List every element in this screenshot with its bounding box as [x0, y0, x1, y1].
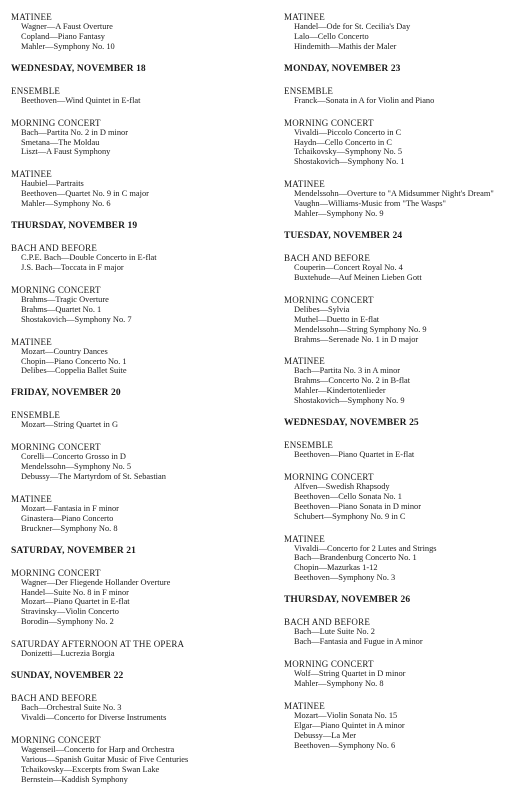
- program-section: [11, 568, 256, 628]
- day-heading: SATURDAY, NOVEMBER 21: [11, 545, 137, 556]
- program-item: Smetana—The Moldau: [21, 137, 100, 147]
- program-item: Wagner—Der Fliegende Hollander Overture: [21, 577, 171, 587]
- program-item: Mozart—String Quartet in G: [21, 420, 118, 430]
- section-title: MORNING CONCERT: [284, 117, 374, 128]
- program-item: Mahler—Kindertotenlieder: [294, 386, 386, 396]
- day-heading: MONDAY, NOVEMBER 23: [284, 63, 401, 74]
- program-section: [11, 337, 256, 377]
- section-title: BACH AND BEFORE: [284, 252, 371, 263]
- section-title: MATINEE: [284, 700, 325, 711]
- program-item: Mozart—Fantasia in F minor: [21, 503, 119, 513]
- program-section: [284, 617, 512, 647]
- program-item: Ginastera—Piano Concerto: [21, 513, 114, 523]
- program-section: [11, 285, 256, 325]
- program-item: Alfven—Swedish Rhapsody: [294, 481, 390, 491]
- section-title: MATINEE: [284, 179, 325, 190]
- program-item: Vivaldi—Concerto for Diverse Instruments: [21, 713, 167, 722]
- program-item: Delibes—Sylvia: [294, 304, 350, 314]
- program-item: Mozart—Country Dances: [21, 346, 108, 356]
- section-title: ENSEMBLE: [11, 85, 61, 96]
- program-item: Bach—Partita No. 3 in A minor: [294, 366, 401, 376]
- program-item: Mahler—Symphony No. 8: [294, 678, 384, 688]
- program-item: Bach—Brandenburg Concerto No. 1: [294, 553, 417, 563]
- program-item: Mahler—Symphony No. 10: [21, 41, 115, 51]
- program-section: [11, 243, 256, 273]
- section-title: BACH AND BEFORE: [11, 693, 98, 704]
- program-item: Donizetti—Lucrezia Borgia: [21, 649, 115, 659]
- program-item: Brahms—Quartet No. 1: [21, 304, 102, 314]
- section-title: BACH AND BEFORE: [284, 617, 371, 628]
- program-item: Beethoven—Symphony No. 6: [294, 740, 396, 750]
- program-section: [284, 659, 512, 689]
- program-item: Buxtehude—Auf Meinen Lieben Gott: [294, 272, 422, 282]
- day-heading: WEDNESDAY, NOVEMBER 25: [284, 418, 419, 429]
- section-title: ENSEMBLE: [11, 410, 61, 421]
- program-item: Beethoven—Piano Sonata in D minor: [294, 501, 422, 511]
- program-item: Beethoven—Cello Sonata No. 1: [294, 491, 402, 501]
- program-item: Borodin—Symphony No. 2: [21, 617, 114, 627]
- day-heading: WEDNESDAY, NOVEMBER 18: [11, 63, 146, 74]
- program-item: J.S. Bach—Toccata in F major: [21, 262, 124, 272]
- program-item: Beethoven—Piano Quartet in E-flat: [294, 450, 415, 460]
- section-title: SATURDAY AFTERNOON AT THE OPERA: [11, 639, 185, 650]
- program-item: Mahler—Symphony No. 6: [21, 199, 111, 209]
- program-item: Corelli—Concerto Grosso in D: [21, 452, 126, 462]
- program-item: Bach—Fantasia and Fugue in A minor: [294, 637, 423, 647]
- program-section: [11, 118, 256, 158]
- day-heading: THURSDAY, NOVEMBER 26: [284, 595, 411, 606]
- program-section: [284, 356, 512, 406]
- program-section: [284, 12, 512, 52]
- program-section: [284, 86, 512, 106]
- day-heading: SUNDAY, NOVEMBER 22: [11, 671, 124, 682]
- section-title: MORNING CONCERT: [284, 471, 374, 482]
- program-section: [284, 253, 512, 283]
- program-item: Franck—Sonata in A for Violin and Piano: [294, 95, 435, 105]
- left-column: [11, 12, 256, 797]
- program-item: Wolf—String Quartet in D minor: [294, 669, 406, 678]
- section-title: MATINEE: [11, 336, 52, 347]
- program-section: [11, 735, 256, 785]
- program-section: [284, 472, 512, 522]
- section-title: MORNING CONCERT: [284, 294, 374, 305]
- program-section: [284, 701, 512, 751]
- section-title: MATINEE: [284, 356, 325, 367]
- program-item: Chopin—Mazurkas 1-12: [294, 563, 378, 573]
- program-section: [11, 494, 256, 534]
- day-heading: TUESDAY, NOVEMBER 24: [284, 230, 403, 241]
- program-item: Mahler—Symphony No. 9: [294, 209, 384, 219]
- section-title: MORNING CONCERT: [284, 659, 374, 669]
- program-item: Mozart—Violin Sonata No. 15: [294, 710, 398, 720]
- program-item: Copland—Piano Fantasy: [21, 31, 105, 41]
- section-title: MATINEE: [11, 169, 52, 180]
- program-item: Bruckner—Symphony No. 8: [21, 523, 118, 533]
- program-item: Couperin—Concert Royal No. 4: [294, 262, 403, 272]
- program-item: Delibes—Coppelia Ballet Suite: [21, 366, 127, 376]
- program-item: Debussy—The Martyrdom of St. Sebastian: [21, 472, 166, 482]
- program-section: [284, 440, 512, 460]
- program-section: [284, 534, 512, 584]
- program-item: Brahms—Concerto No. 2 in B-flat: [294, 376, 411, 386]
- program-item: Liszt—A Faust Symphony: [21, 147, 111, 157]
- section-title: MATINEE: [11, 12, 52, 22]
- program-section: [11, 410, 256, 430]
- section-title: MORNING CONCERT: [11, 284, 101, 295]
- program-item: Mendelssohn—Symphony No. 5: [21, 462, 132, 472]
- section-title: MORNING CONCERT: [11, 117, 101, 128]
- day-heading: THURSDAY, NOVEMBER 19: [11, 221, 138, 232]
- program-item: Bach—Orchestral Suite No. 3: [21, 703, 122, 713]
- program-item: Vaughn—Williams-Music from "The Wasps": [294, 199, 446, 209]
- program-item: Beethoven—Symphony No. 3: [294, 573, 396, 583]
- program-section: [284, 118, 512, 168]
- program-item: Wagenseil—Concerto for Harp and Orchestra: [21, 744, 175, 754]
- section-title: MORNING CONCERT: [11, 734, 101, 745]
- program-item: Beethoven—Wind Quintet in E-flat: [21, 95, 141, 105]
- program-item: Stravinsky—Violin Concerto: [21, 607, 119, 617]
- program-item: Shostakovich—Symphony No. 9: [294, 396, 405, 406]
- program-item: Tchaikovsky—Symphony No. 5: [294, 147, 403, 157]
- program-item: Brahms—Serenade No. 1 in D major: [294, 334, 419, 344]
- program-item: Handel—Suite No. 8 in F minor: [21, 587, 129, 597]
- program-item: Mendelssohn—String Symphony No. 9: [294, 324, 427, 334]
- program-section: [11, 442, 256, 482]
- program-item: Chopin—Piano Concerto No. 1: [21, 356, 127, 366]
- program-item: Vivaldi—Piccolo Concerto in C: [294, 127, 402, 137]
- program-item: Schubert—Symphony No. 9 in C: [294, 511, 406, 521]
- program-section: [11, 169, 256, 209]
- section-title: MORNING CONCERT: [11, 442, 101, 453]
- program-item: Mendelssohn—Overture to "A Midsummer Night's Dream": [294, 189, 494, 199]
- program-item: Various—Spanish Guitar Music of Five Centuries: [21, 754, 189, 764]
- program-item: Brahms—Tragic Overture: [21, 294, 109, 304]
- section-title: MATINEE: [284, 12, 325, 22]
- program-item: Debussy—La Mer: [294, 730, 357, 740]
- day-heading: FRIDAY, NOVEMBER 20: [11, 388, 121, 399]
- program-section: [11, 12, 256, 52]
- program-section: [11, 693, 256, 723]
- program-item: Beethoven—Quartet No. 9 in C major: [21, 189, 149, 199]
- program-item: Haydn—Cello Concerto in C: [294, 137, 392, 147]
- program-item: Muthel—Duetto in E-flat: [294, 314, 380, 324]
- section-title: ENSEMBLE: [284, 85, 334, 96]
- program-item: Shostakovich—Symphony No. 1: [294, 157, 405, 167]
- right-column: [284, 12, 512, 762]
- program-item: Bernstein—Kaddish Symphony: [21, 774, 128, 784]
- program-item: Shostakovich—Symphony No. 7: [21, 314, 132, 324]
- program-item: Mozart—Piano Quartet in E-flat: [21, 597, 130, 607]
- program-item: Elgar—Piano Quintet in A minor: [294, 720, 405, 730]
- program-item: Haubiel—Partraits: [21, 179, 84, 189]
- program-section: [11, 639, 256, 659]
- section-title: MORNING CONCERT: [11, 567, 101, 578]
- program-section: [284, 295, 512, 345]
- program-item: Hindemith—Mathis der Maler: [294, 41, 397, 51]
- section-title: MATINEE: [284, 533, 325, 544]
- program-item: Vivaldi—Concerto for 2 Lutes and Strings: [294, 543, 437, 553]
- program-item: Lalo—Cello Concerto: [294, 31, 369, 41]
- program-item: Handel—Ode for St. Cecilia's Day: [294, 22, 411, 31]
- section-title: ENSEMBLE: [284, 440, 334, 451]
- program-item: Wagner—A Faust Overture: [21, 22, 113, 31]
- program-item: Bach—Partita No. 2 in D minor: [21, 127, 128, 137]
- program-section: [11, 86, 256, 106]
- section-title: BACH AND BEFORE: [11, 243, 98, 254]
- section-title: MATINEE: [11, 493, 52, 504]
- program-item: C.P.E. Bach—Double Concerto in E-flat: [21, 253, 157, 263]
- program-item: Bach—Lute Suite No. 2: [294, 627, 375, 637]
- program-item: Tchaikovsky—Excerpts from Swan Lake: [21, 764, 160, 774]
- program-section: [284, 179, 512, 219]
